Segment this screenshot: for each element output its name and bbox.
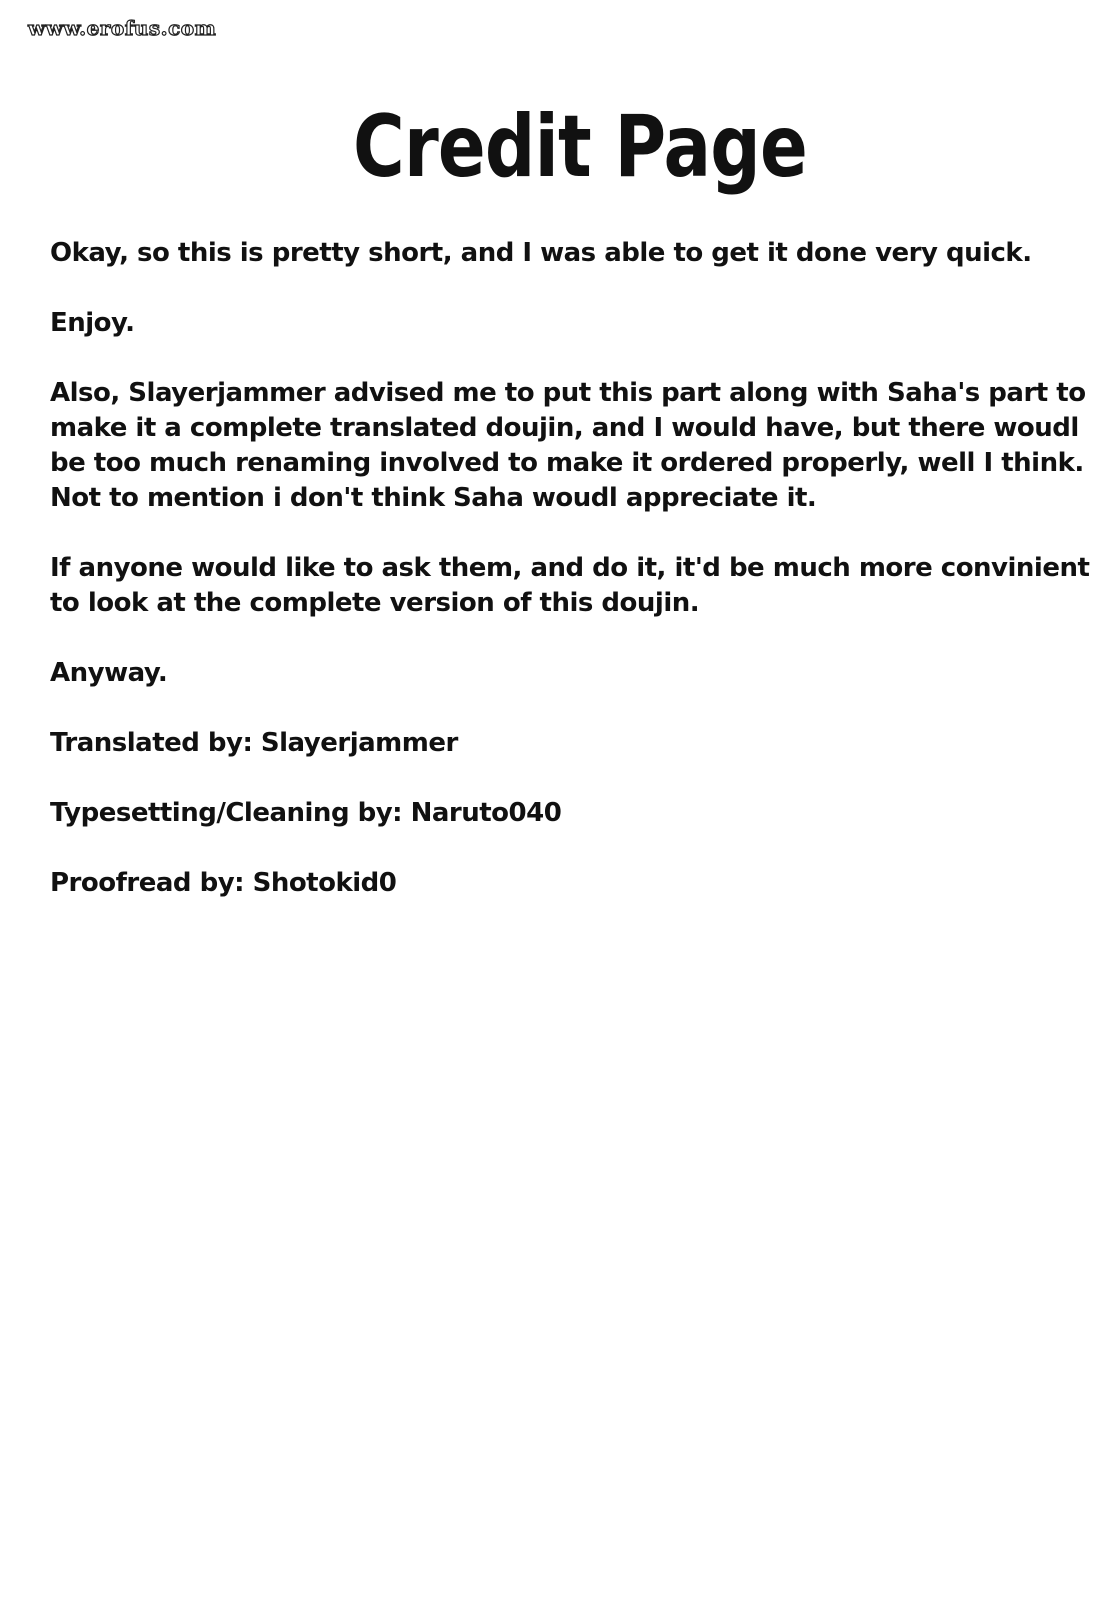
paragraph-intro: Okay, so this is pretty short, and I was able to get it done very quick. [50,238,1032,268]
paragraph-enjoy: Enjoy. [50,308,135,338]
credit-translator: Translated by: Slayerjammer [50,728,458,758]
paragraph-note: Also, Slayerjammer advised me to put this part along with Saha's part to make it a complete translated doujin, and I would have, but there woudl be too much renaming involved to make it ordered properly, well I think. Not to mention i don't think Saha woudl appreciate it. [50,378,1086,513]
credit-typesetter: Typesetting/Cleaning by: Naruto040 [50,798,562,828]
credit-proofreader: Proofread by: Shotokid0 [50,868,397,898]
site-watermark: www.erofus.com [28,16,217,40]
paragraph-anyway: Anyway. [50,658,168,688]
credit-body [50,236,1090,936]
page-title: Credit Page [353,97,807,197]
paragraph-request: If anyone would like to ask them, and do it, it'd be much more convinient to look at the complete version of this doujin. [50,553,1090,618]
